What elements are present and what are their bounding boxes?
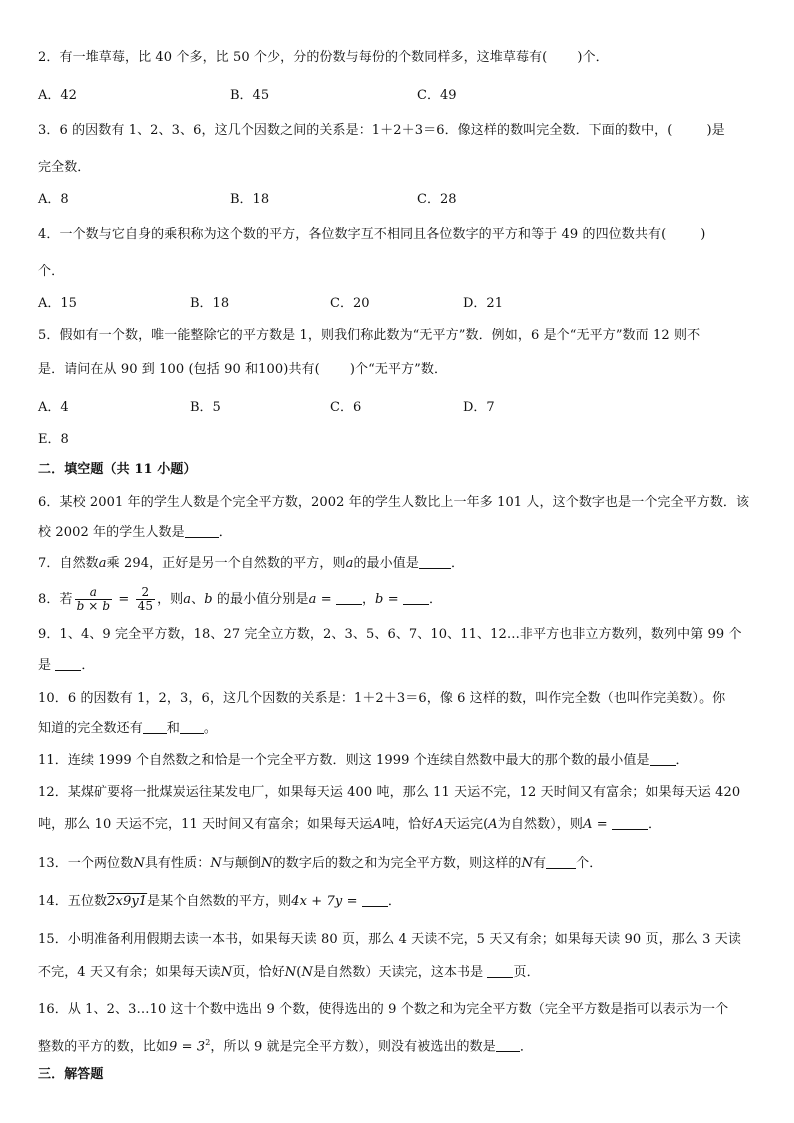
question-12: 12．某煤矿要将一批煤炭运往某发电厂，如果每天运 400 吨，那么 11 天运不完，12 天时间又有富余；如果每天运 420: [38, 785, 741, 800]
answer-blank[interactable]: [185, 524, 219, 538]
q2-option-c: C．49: [417, 88, 457, 103]
question-9: 9．1、4、9 完全平方数，18、27 完全立方数，2、3、5、6、7、10、11、12…非平方也非立方数列，数列中第 99 个: [38, 627, 742, 642]
q3-option-a: A．8: [38, 192, 69, 207]
question-2: 2．有一堆草莓，比 40 个多，比 50 个少，分的份数与每份的个数同样多，这堆草莓有( )个．: [38, 50, 609, 65]
question-4: 4．一个数与它自身的乘积称为这个数的平方，各位数字互不相同且各位数字的平方和等于 49 的四位数共有( ): [38, 227, 706, 242]
question-16: 16．从 1、2、3…10 这十个数中选出 9 个数，使得选出的 9 个数之和为完全平方数（完全平方数是指可以表示为一个: [38, 1002, 729, 1017]
answer-blank[interactable]: [487, 964, 513, 978]
question-10-cont: 知道的完全数还有 和 。: [38, 721, 218, 736]
answer-blank[interactable]: [419, 555, 451, 569]
question-3-cont: 完全数．: [38, 160, 91, 175]
question-8: 8．若 $\frac{a}{b \times b}$ = $\frac{2}{45}$ ，则a、b 的最小值分别是a = ，b = ．: [38, 585, 443, 613]
section-solve-title: 三．解答题: [38, 1067, 104, 1082]
answer-blank[interactable]: [362, 893, 388, 907]
q4-option-b: B．18: [190, 296, 230, 311]
q3-option-b: B．18: [230, 192, 270, 207]
question-3: 3．6 的因数有 1、2、3、6，这几个因数之间的关系是：1＋2＋3＝6．像这样的数叫完全数．下面的数中，( )是: [38, 123, 725, 138]
question-15-cont: 不完，4 天又有余；如果每天读N页，恰好N(N是自然数）天读完，这本书是 页．: [38, 965, 540, 980]
question-15: 15．小明准备利用假期去读一本书，如果每天读 80 页，那么 4 天读不完，5 天又有余；如果每天读 90 页，那么 3 天读: [38, 932, 741, 947]
question-14: 14．五位数2x9y1是某个自然数的平方，则4x + 7y = ．: [38, 894, 401, 909]
answer-blank[interactable]: [650, 752, 676, 766]
q5-option-c: C．6: [330, 400, 362, 415]
question-9-cont: 是 ．: [38, 658, 95, 673]
question-13: 13．一个两位数N具有性质：N与颠倒N的数字后的数之和为完全平方数，则这样的N有 个．: [38, 856, 603, 871]
question-5: 5．假如有一个数，唯一能整除它的平方数是 1，则我们称此数为“无平方”数．例如，6 是个“无平方”数而 12 则不: [38, 328, 701, 343]
q5-option-a: A．4: [38, 400, 69, 415]
answer-blank[interactable]: [336, 591, 362, 605]
section-fill-in-title: 二．填空题（共 11 小题）: [38, 462, 197, 477]
q4-option-d: D．21: [463, 296, 503, 311]
fraction-2-over-45: $\frac{2}{45}$: [137, 585, 154, 613]
answer-blank[interactable]: [546, 855, 576, 869]
q5-option-e: E．8: [38, 432, 69, 447]
answer-blank[interactable]: [403, 591, 429, 605]
question-10: 10．6 的因数有 1，2，3，6，这几个因数的关系是：1＋2＋3＝6，像 6 这样的数，叫作完全数（也叫作完美数）。你: [38, 691, 726, 706]
q5-option-b: B．5: [190, 400, 221, 415]
question-16-cont: 整数的平方的数，比如$9 = 3^2$，所以 9 就是完全平方数），则没有被选出的数是 ．: [38, 1038, 533, 1055]
answer-blank[interactable]: [496, 1038, 520, 1052]
q4-option-a: A．15: [38, 296, 77, 311]
question-4-cont: 个．: [38, 264, 65, 279]
fraction-a-over-bxb: $\frac{a}{b \times b}$: [76, 585, 111, 613]
answer-blank[interactable]: [55, 657, 81, 671]
q2-option-b: B．45: [230, 88, 270, 103]
question-7: 7．自然数a乘 294，正好是另一个自然数的平方，则a的最小值是 ．: [38, 556, 465, 571]
answer-blank[interactable]: [612, 816, 648, 830]
answer-blank[interactable]: [180, 720, 204, 734]
q5-option-d: D．7: [463, 400, 495, 415]
q4-option-c: C．20: [330, 296, 370, 311]
q2-option-a: A．42: [38, 88, 77, 103]
q3-option-c: C．28: [417, 192, 457, 207]
question-11: 11．连续 1999 个自然数之和恰是一个完全平方数．则这 1999 个连续自然数中最大的那个数的最小值是 ．: [38, 753, 689, 768]
question-12-cont: 吨，那么 10 天运不完，11 天时间又有富余；如果每天运A吨，恰好A天运完(A为自然数），则A = ．: [38, 817, 662, 832]
question-5-cont: 是．请问在从 90 到 100 (包括 90 和100)共有( )个“无平方”数．: [38, 362, 448, 377]
question-6: 6．某校 2001 年的学生人数是个完全平方数，2002 年的学生人数比上一年多 101 人，这个数字也是一个完全平方数．该: [38, 495, 750, 510]
answer-blank[interactable]: [143, 720, 167, 734]
question-6-cont: 校 2002 年的学生人数是 ．: [38, 525, 232, 540]
